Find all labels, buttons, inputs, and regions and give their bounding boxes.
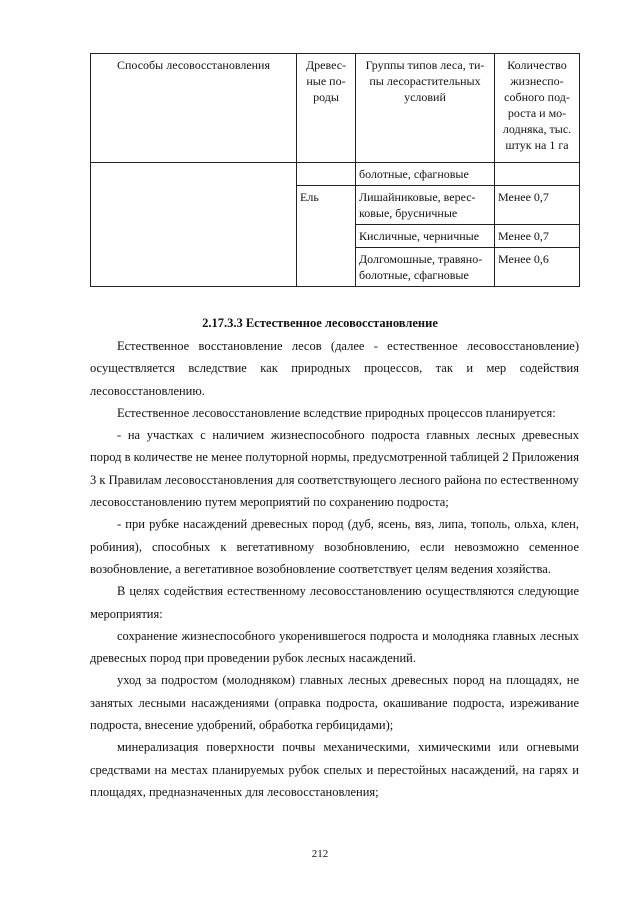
- header-forest-type-groups: [356, 54, 495, 163]
- paragraph: - на участках с наличием жизнеспособного подроста главных лесных древесных пород в количестве не менее полуторной нормы, предусмотренной таблицей 2 Приложения 3 к Правилам лесовосстановления для соответствующего лесного района по естественному лесовосстановлению путем мероприятий по сохранению подроста;: [90, 428, 579, 510]
- paragraph: уход за подростом (молодняком) главных лесных древесных пород на площадях, не занятых лесными насаждениями (оправка подроста, окашивание подроста, изреживание подроста, внесение удобрений, обработка гербицидами);: [90, 673, 579, 733]
- header-text: Количество жизнеспо- собного под- роста и мо- лодняка, тыс. штук на 1 га: [502, 58, 572, 152]
- cell-quantity: [495, 163, 580, 186]
- cell-forest-group: болотные, сфагновые: [356, 163, 495, 186]
- paragraph: минерализация поверхности почвы механическими, химическими или огневыми средствами на местах планируемых рубок спелых и перестойных насаждений, на гарях и площадях, предназначенных для лесовосстановления;: [90, 740, 579, 799]
- paragraph: В целях содействия естественному лесовосстановлению осуществляются следующие мероприятия:: [90, 584, 579, 621]
- paragraph: Естественное восстановление лесов (далее - естественное лесовосстановление) осуществляется вследствие как природных процессов, так и мер содействия лесовосстановлению.: [90, 339, 579, 398]
- paragraph: - при рубке насаждений древесных пород (дуб, ясень, вяз, липа, тополь, ольха, клен, робиния), способных к вегетативному возобновлению, если невозможно семенное возобновление, а вегетативное возобновление соответствует целям ведения хозяйства.: [90, 517, 579, 576]
- reforestation-table: [90, 53, 580, 287]
- page-number: 212: [311, 848, 329, 860]
- cell-quantity: Менее 0,7: [495, 225, 580, 248]
- cell-forest-group: Долгомошные, травяно- болотные, сфагновые: [356, 248, 495, 287]
- cell-quantity: Менее 0,7: [495, 186, 580, 225]
- header-text: Древес- ные по- роды: [305, 58, 347, 104]
- cell-species: Ель: [297, 186, 356, 287]
- cell-quantity: Менее 0,6: [495, 248, 580, 287]
- cell-forest-group: Лишайниковые, верес- ковые, брусничные: [356, 186, 495, 225]
- cell-forest-group: Кисличные, черничные: [356, 225, 495, 248]
- paragraph: сохранение жизнеспособного укоренившегося подроста и молодняка главных лесных древесных пород при проведении рубок лесных насаждений.: [90, 628, 579, 666]
- cell-method: [91, 163, 297, 287]
- header-reforestation-methods: [91, 54, 297, 163]
- section-heading: 2.17.3.3 Естественное лесовосстановление: [202, 316, 438, 330]
- section-body: [90, 335, 579, 803]
- header-tree-species: [297, 54, 356, 163]
- table-header-row: [91, 54, 580, 163]
- header-text: Способы лесовосстановления: [116, 58, 271, 72]
- header-undergrowth-quantity: [495, 54, 580, 163]
- header-text: Группы типов леса, ти- пы лесорастительных условий: [365, 58, 485, 104]
- cell-species: [297, 163, 356, 186]
- table-row: [91, 163, 580, 186]
- paragraph: Естественное лесовосстановление вследствие природных процессов планируется:: [117, 405, 556, 420]
